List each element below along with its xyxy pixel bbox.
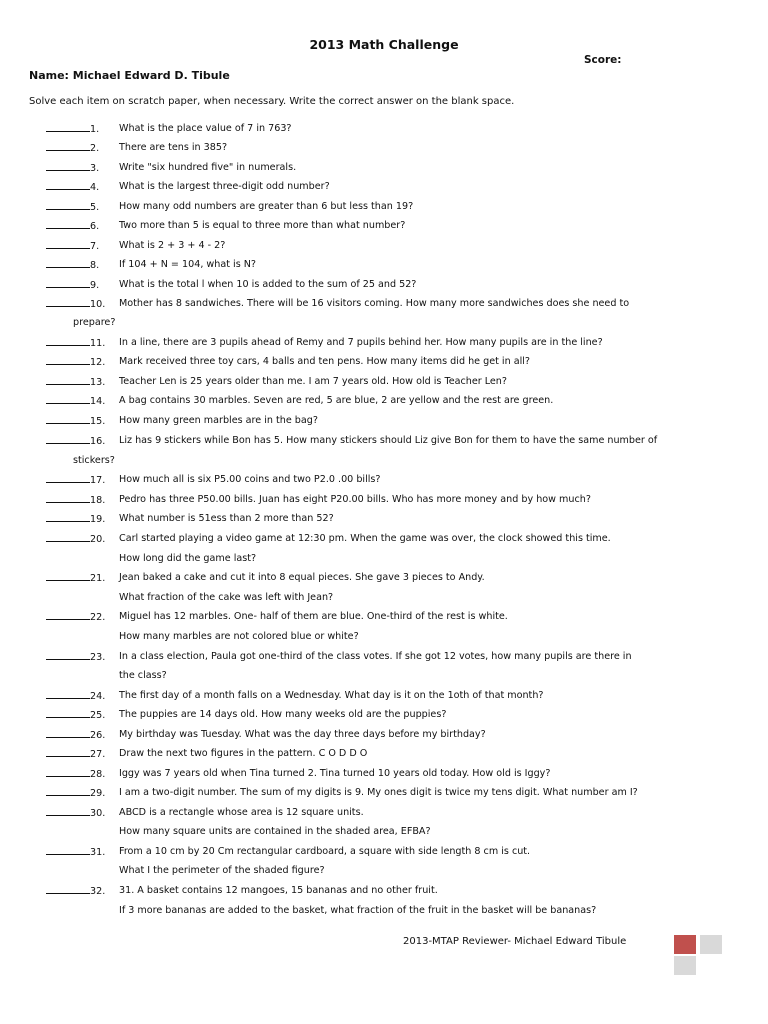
question-text: A bag contains 30 marbles. Seven are red, 5 are blue, 2 are yellow and the rest are green. (119, 395, 554, 406)
answer-blank[interactable] (46, 239, 90, 249)
question-number: 18. (90, 495, 106, 506)
question-item (46, 571, 485, 585)
question-text: Liz has 9 stickers while Bon has 5. How many stickers should Liz give Bon for them to have the same number of (119, 435, 658, 446)
answer-blank[interactable] (46, 180, 90, 190)
question-item (46, 747, 368, 761)
score-label: Score: (584, 54, 622, 66)
answer-blank[interactable] (46, 161, 90, 171)
question-text: I am a two-digit number. The sum of my digits is 9. My ones digit is twice my tens digit. What number am I? (119, 787, 638, 798)
question-item (46, 122, 292, 136)
question-text: My birthday was Tuesday. What was the day three days before my birthday? (119, 729, 486, 740)
answer-blank[interactable] (46, 728, 90, 738)
question-number: 20. (90, 534, 106, 545)
question-number: 19. (90, 514, 106, 525)
question-number: 4. (90, 182, 100, 193)
answer-blank[interactable] (46, 473, 90, 483)
answer-blank[interactable] (46, 493, 90, 503)
question-item (46, 375, 507, 389)
student-name: Name: Michael Edward D. Tibule (29, 69, 230, 82)
question-item (46, 278, 417, 292)
question-text: Mark received three toy cars, 4 balls and ten pens. How many items did he get in all? (119, 356, 531, 367)
question-text: Mother has 8 sandwiches. There will be 16 visitors coming. How many more sandwiches does she need to (119, 298, 630, 309)
question-text: What is the place value of 7 in 763? (119, 123, 292, 134)
answer-blank[interactable] (46, 708, 90, 718)
question-text: Two more than 5 is equal to three more than what number? (119, 220, 406, 231)
question-text: What is 2 + 3 + 4 - 2? (119, 240, 226, 251)
question-number: 9. (90, 280, 100, 291)
question-item (46, 610, 508, 624)
question-continuation: What I the perimeter of the shaded figure? (119, 865, 325, 876)
question-continuation: prepare? (73, 317, 116, 328)
question-number: 27. (90, 749, 106, 760)
answer-blank[interactable] (46, 806, 90, 816)
answer-blank[interactable] (46, 200, 90, 210)
question-item (46, 708, 447, 722)
question-number: 1. (90, 124, 100, 135)
footer-gray-square-bottom (674, 956, 696, 975)
question-number: 32. (90, 886, 106, 897)
question-item (46, 297, 630, 311)
question-item (46, 473, 381, 487)
question-number: 22. (90, 612, 106, 623)
answer-blank[interactable] (46, 747, 90, 757)
question-text: Teacher Len is 25 years older than me. I am 7 years old. How old is Teacher Len? (119, 376, 507, 387)
question-text: What is the largest three-digit odd number? (119, 181, 330, 192)
question-text: From a 10 cm by 20 Cm rectangular cardboard, a square with side length 8 cm is cut. (119, 846, 531, 857)
question-number: 2. (90, 143, 100, 154)
question-text: Iggy was 7 years old when Tina turned 2. Tina turned 10 years old today. How old is Iggy? (119, 768, 551, 779)
answer-blank[interactable] (46, 122, 90, 132)
question-text: Draw the next two figures in the pattern. C O D D O (119, 748, 368, 759)
question-continuation: How many marbles are not colored blue or white? (119, 631, 359, 642)
question-number: 17. (90, 475, 106, 486)
answer-blank[interactable] (46, 571, 90, 581)
question-text: Pedro has three P50.00 bills. Juan has eight P20.00 bills. Who has more money and by how much? (119, 494, 591, 505)
question-number: 5. (90, 202, 100, 213)
question-continuation: stickers? (73, 455, 115, 466)
question-text: Jean baked a cake and cut it into 8 equal pieces. She gave 3 pieces to Andy. (119, 572, 485, 583)
footer-text: 2013-MTAP Reviewer- Michael Edward Tibule (403, 936, 627, 947)
answer-blank[interactable] (46, 786, 90, 796)
question-text: In a class election, Paula got one-third of the class votes. If she got 12 votes, how many pupils are there in (119, 651, 632, 662)
question-item (46, 414, 318, 428)
question-item (46, 180, 330, 194)
question-text: There are tens in 385? (119, 142, 228, 153)
footer-red-square (674, 935, 696, 954)
question-continuation: How long did the game last? (119, 553, 257, 564)
question-item (46, 434, 658, 448)
question-number: 10. (90, 299, 106, 310)
question-text: In a line, there are 3 pupils ahead of Remy and 7 pupils behind her. How many pupils are in the line? (119, 337, 603, 348)
question-text: 31. A basket contains 12 mangoes, 15 bananas and no other fruit. (119, 885, 438, 896)
question-text: What is the total l when 10 is added to the sum of 25 and 52? (119, 279, 417, 290)
question-number: 23. (90, 652, 106, 663)
question-number: 28. (90, 769, 106, 780)
question-text: What number is 51ess than 2 more than 52? (119, 513, 334, 524)
question-continuation: How many square units are contained in the shaded area, EFBA? (119, 826, 431, 837)
question-item (46, 767, 551, 781)
question-continuation: If 3 more bananas are added to the basket, what fraction of the fruit in the basket will be bananas? (119, 905, 597, 916)
answer-blank[interactable] (46, 512, 90, 522)
question-number: 26. (90, 730, 106, 741)
question-item (46, 200, 414, 214)
question-text: How much all is six P5.00 coins and two P2.0 .00 bills? (119, 474, 381, 485)
question-number: 29. (90, 788, 106, 799)
question-item (46, 336, 603, 350)
answer-blank[interactable] (46, 414, 90, 424)
question-item (46, 806, 364, 820)
answer-blank[interactable] (46, 884, 90, 894)
answer-blank[interactable] (46, 689, 90, 699)
question-item (46, 141, 228, 155)
question-number: 14. (90, 396, 106, 407)
question-continuation: What fraction of the cake was left with Jean? (119, 592, 334, 603)
answer-blank[interactable] (46, 532, 90, 542)
question-number: 3. (90, 163, 100, 174)
answer-blank[interactable] (46, 336, 90, 346)
question-text: The puppies are 14 days old. How many weeks old are the puppies? (119, 709, 447, 720)
question-item (46, 355, 531, 369)
question-number: 12. (90, 357, 106, 368)
question-item (46, 689, 544, 703)
question-text: Carl started playing a video game at 12:30 pm. When the game was over, the clock showed this time. (119, 533, 611, 544)
document-title: 2013 Math Challenge (309, 37, 459, 52)
question-number: 24. (90, 691, 106, 702)
answer-blank[interactable] (46, 141, 90, 151)
question-text: ABCD is a rectangle whose area is 12 square units. (119, 807, 364, 818)
question-item (46, 258, 257, 272)
answer-blank[interactable] (46, 845, 90, 855)
question-number: 15. (90, 416, 106, 427)
question-item (46, 532, 611, 546)
question-item (46, 786, 638, 800)
question-text: How many odd numbers are greater than 6 but less than 19? (119, 201, 414, 212)
answer-blank[interactable] (46, 610, 90, 620)
question-number: 6. (90, 221, 100, 232)
question-item (46, 239, 226, 253)
answer-blank[interactable] (46, 278, 90, 288)
answer-blank[interactable] (46, 258, 90, 268)
answer-blank[interactable] (46, 650, 90, 660)
question-number: 21. (90, 573, 106, 584)
question-number: 30. (90, 808, 106, 819)
question-number: 31. (90, 847, 106, 858)
question-number: 16. (90, 436, 106, 447)
answer-blank[interactable] (46, 297, 90, 307)
answer-blank[interactable] (46, 375, 90, 385)
question-number: 25. (90, 710, 106, 721)
question-item (46, 512, 334, 526)
question-item (46, 728, 486, 742)
footer-gray-square-right (700, 935, 722, 954)
question-item (46, 650, 632, 664)
question-text: The first day of a month falls on a Wednesday. What day is it on the 1oth of that month? (119, 690, 544, 701)
question-continuation: the class? (119, 670, 167, 681)
answer-blank[interactable] (46, 767, 90, 777)
question-number: 7. (90, 241, 100, 252)
question-number: 11. (90, 338, 106, 349)
question-item (46, 219, 406, 233)
instructions: Solve each item on scratch paper, when necessary. Write the correct answer on the blank space. (29, 96, 515, 107)
question-item (46, 493, 591, 507)
question-text: Write "six hundred five" in numerals. (119, 162, 297, 173)
answer-blank[interactable] (46, 355, 90, 365)
question-text: How many green marbles are in the bag? (119, 415, 318, 426)
question-item (46, 884, 438, 898)
question-item (46, 394, 554, 408)
answer-blank[interactable] (46, 219, 90, 229)
question-number: 13. (90, 377, 106, 388)
question-item (46, 161, 297, 175)
answer-blank[interactable] (46, 434, 90, 444)
question-number: 8. (90, 260, 100, 271)
question-item (46, 845, 531, 859)
question-text: If 104 + N = 104, what is N? (119, 259, 257, 270)
answer-blank[interactable] (46, 394, 90, 404)
question-text: Miguel has 12 marbles. One- half of them are blue. One-third of the rest is white. (119, 611, 508, 622)
